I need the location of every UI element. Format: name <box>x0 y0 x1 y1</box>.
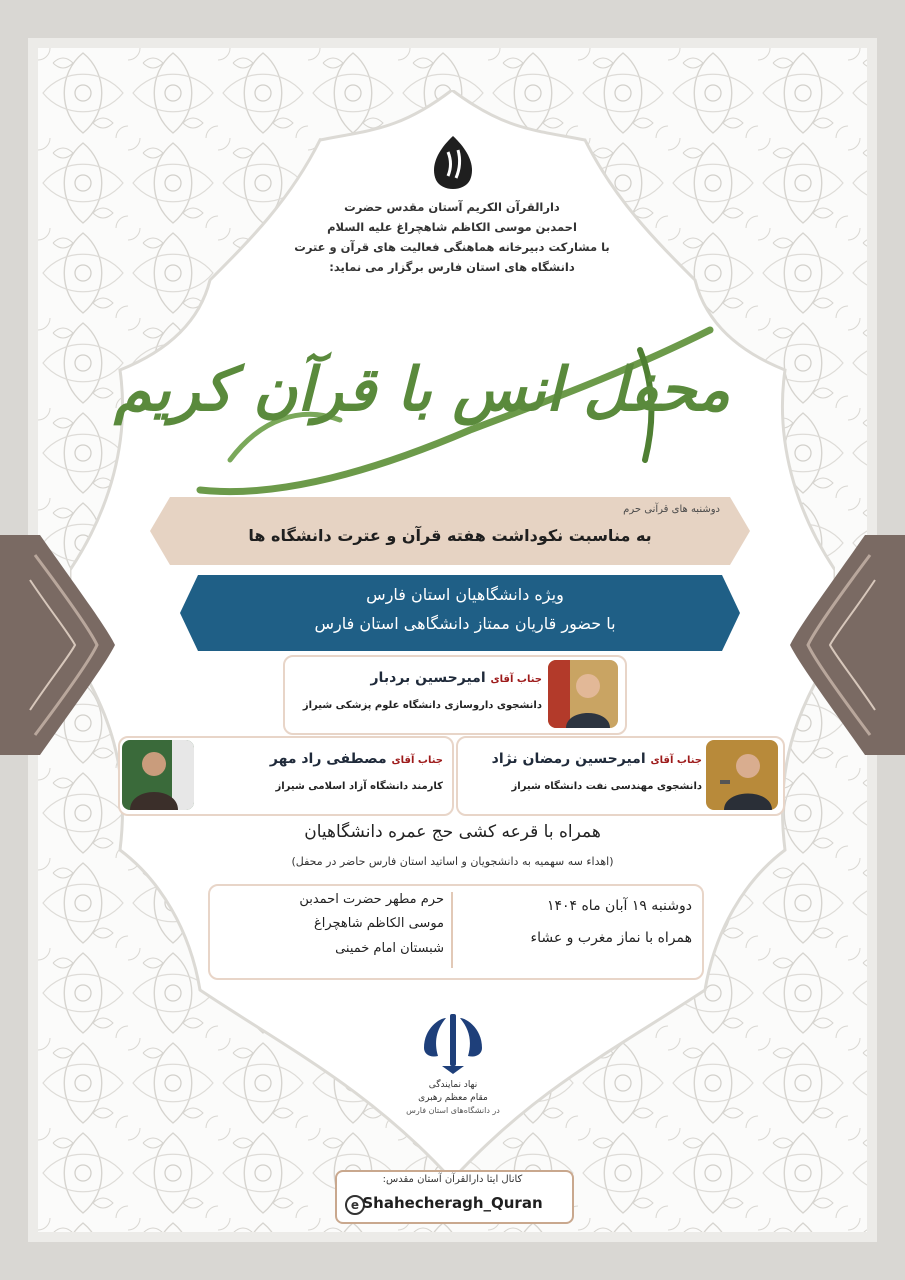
event-time: همراه با نماز مغرب و عشاء <box>530 930 692 946</box>
intro-line: دارالقرآن الکریم آستان مقدس حضرت <box>344 200 560 214</box>
speaker-name: امیرحسین رمضان نژاد <box>491 751 646 767</box>
speaker-photo <box>122 740 194 810</box>
event-place-line: شبستان امام خمینی <box>335 941 444 956</box>
event-date: دوشنبه ۱۹ آبان ماه ۱۴۰۴ <box>546 898 692 914</box>
speaker-avatar-icon <box>706 740 778 810</box>
intro-line: احمدبن موسی الکاظم شاهچراغ علیه السلام <box>327 220 577 234</box>
intro-line: دانشگاه های استان فارس برگزار می نماید: <box>329 260 575 274</box>
right-medallion <box>790 535 905 755</box>
speaker-prefix: جناب آقای <box>490 674 542 685</box>
intro-text <box>252 197 652 277</box>
info-divider <box>451 892 453 968</box>
speaker-name-line <box>462 751 702 767</box>
speaker-avatar-icon <box>122 740 194 810</box>
speaker-role: کارمند دانشگاه آزاد اسلامی شیراز <box>275 781 443 792</box>
speaker-prefix: جناب آقای <box>391 755 443 766</box>
left-medallion <box>0 535 115 755</box>
organizer-line: مقام معظم رهبری <box>418 1093 488 1103</box>
speaker-name-line <box>290 670 542 686</box>
audience-line-2: با حضور قاریان ممتاز دانشگاهی استان فارس <box>314 614 616 633</box>
darolquran-logo-icon <box>418 132 488 196</box>
ribbon-main-text: به مناسبت نکوداشت هفته قرآن و عترت دانشگاه ها <box>248 526 652 545</box>
speaker-prefix: جناب آقای <box>650 755 702 766</box>
speaker-photo <box>706 740 778 810</box>
iran-emblem-icon <box>416 1012 490 1076</box>
organizer-line: در دانشگاه‌های استان فارس <box>406 1106 500 1115</box>
lottery-text: همراه با قرعه کشی حج عمره دانشگاهیان <box>304 822 601 842</box>
audience-line-1: ویژه دانشگاهیان استان فارس <box>366 585 564 604</box>
event-place-line: حرم مطهر حضرت احمدبن <box>299 892 444 907</box>
event-place-line: موسی الکاظم شاهچراغ <box>313 916 444 931</box>
intro-line: با مشارکت دبیرخانه هماهنگی فعالیت های قرآن و عترت <box>294 240 610 254</box>
organizer-line: نهاد نمایندگی <box>428 1080 478 1090</box>
speaker-avatar-icon <box>548 660 618 728</box>
channel-label: کانال ایتا دارالقرآن آستان مقدس: <box>382 1174 523 1185</box>
speaker-name: مصطفی راد مهر <box>269 751 387 767</box>
speaker-role: دانشجوی مهندسی نفت دانشگاه شیراز <box>511 781 702 792</box>
speaker-photo <box>548 660 618 728</box>
title-calligraphy <box>114 310 730 510</box>
speaker-name: امیرحسین بردبار <box>370 670 486 686</box>
lottery-subtext: (اهداء سه سهمیه به دانشجویان و اساتید استان فارس حاضر در محفل) <box>291 855 614 868</box>
channel-handle-link[interactable]: Shahecheragh_Quran <box>362 1194 543 1212</box>
speaker-role: دانشجوی داروسازی دانشگاه علوم پزشکی شیراز <box>302 700 542 711</box>
ribbon-label: دوشنبه های قرآنی حرم <box>623 504 720 515</box>
page-title: محفل انس با قرآن کریم <box>114 355 730 425</box>
speaker-name-line <box>205 751 443 767</box>
eitaa-icon: e <box>345 1195 365 1215</box>
